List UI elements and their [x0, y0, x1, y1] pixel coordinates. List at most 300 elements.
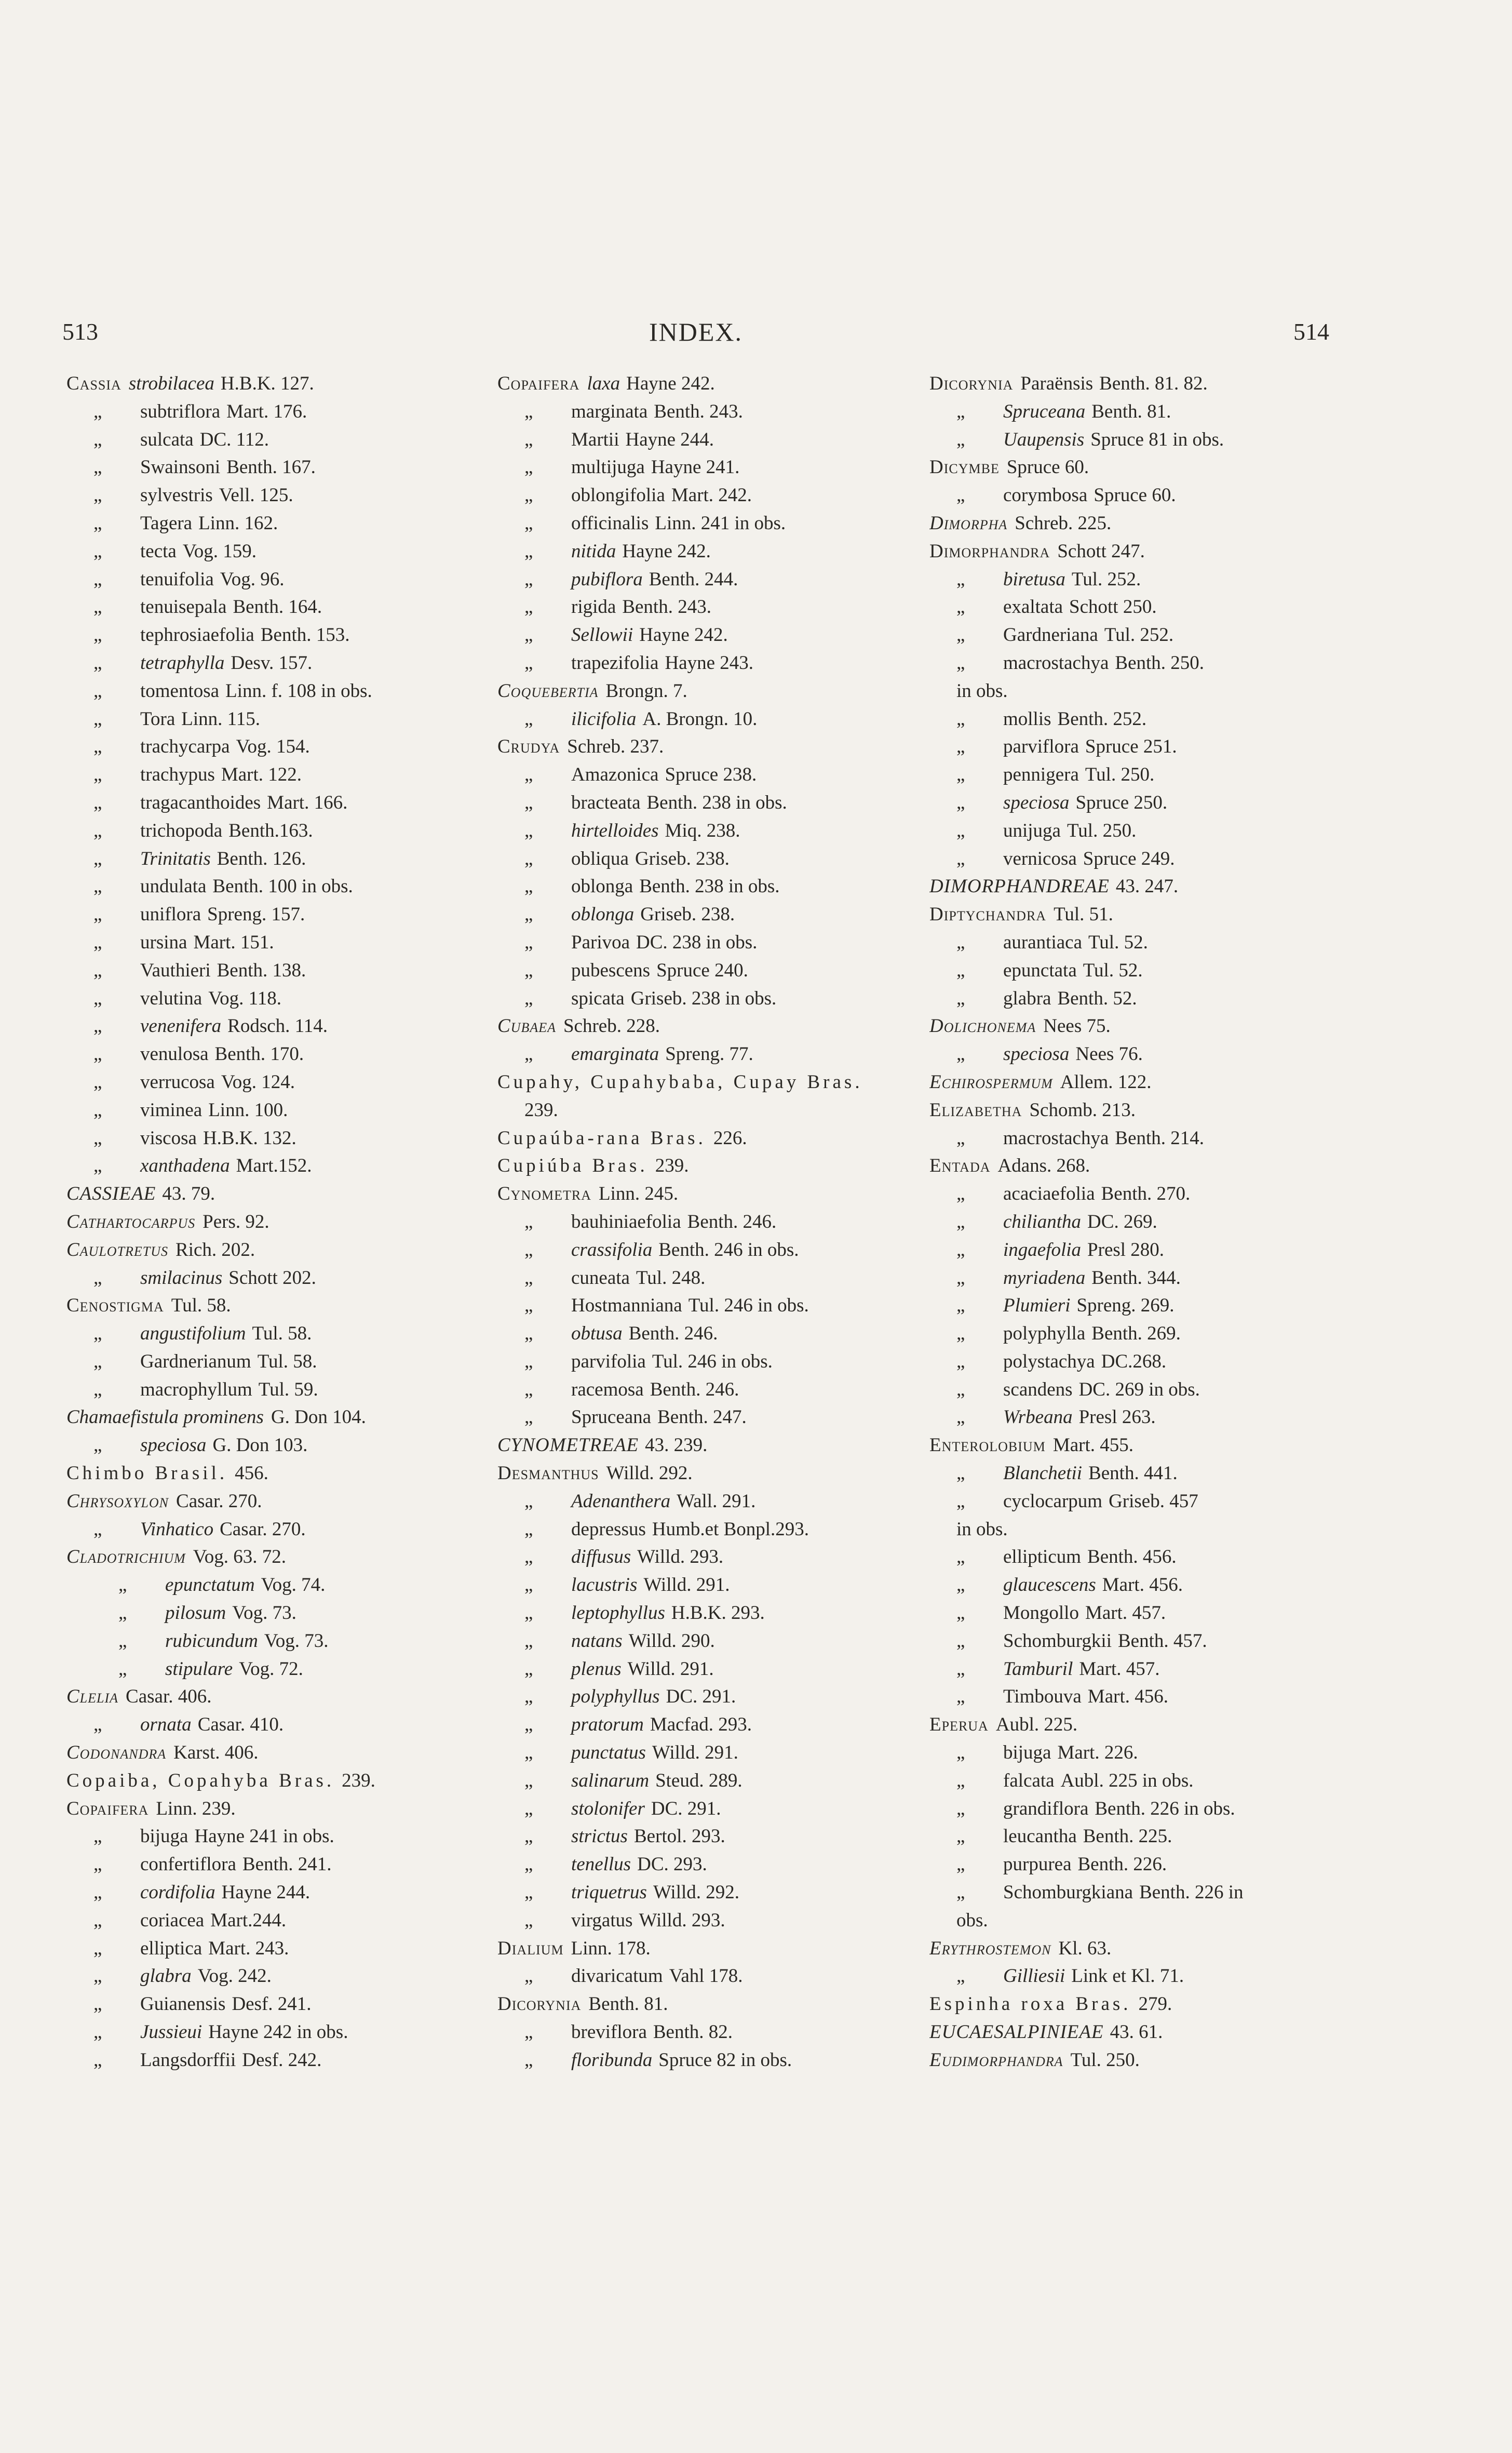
entry-reference: Willd. 291.	[643, 1574, 730, 1596]
index-entry	[929, 817, 1366, 845]
entry-reference: DC. 291.	[666, 1686, 736, 1708]
index-entry	[929, 1459, 1366, 1487]
species-name: polyphyllus	[571, 1686, 660, 1708]
index-entry	[497, 1124, 934, 1152]
index-entry	[497, 2018, 934, 2046]
ditto-mark: „	[93, 1099, 102, 1121]
species-name: pubiflora	[571, 568, 643, 590]
index-entry	[929, 1851, 1366, 1879]
index-entry	[497, 1487, 934, 1516]
entry-reference: Desf. 242.	[242, 2049, 322, 2071]
ditto-mark: „	[93, 652, 102, 674]
index-entry	[66, 2046, 503, 2074]
entry-reference: Mart. 226.	[1057, 1742, 1138, 1764]
entry-reference: Hayne 241 in obs.	[194, 1826, 334, 1847]
index-entry	[929, 901, 1366, 929]
species-name: tenuifolia	[140, 568, 214, 590]
index-entry	[497, 1907, 934, 1935]
ditto-mark: „	[118, 1602, 127, 1624]
entry-reference: Macfad. 293.	[650, 1714, 752, 1736]
index-entry	[66, 1152, 503, 1180]
entry-reference: Benth. 81.	[1091, 400, 1171, 422]
entry-reference: Benth. 344.	[1091, 1267, 1181, 1289]
entry-reference: Spruce 82 in obs.	[658, 2049, 792, 2071]
entry-reference: Nees 75.	[1043, 1015, 1111, 1037]
ditto-mark: „	[93, 596, 102, 618]
ditto-mark: „	[524, 652, 533, 674]
entry-reference: Benth. 81. 82.	[1099, 373, 1208, 394]
species-name: angustifolium	[140, 1323, 246, 1345]
species-name: pubescens	[571, 959, 651, 981]
species-name: venulosa	[140, 1043, 209, 1065]
index-entry	[497, 1711, 934, 1739]
index-entry	[66, 1348, 503, 1376]
species-name: elliptica	[140, 1937, 203, 1959]
ditto-mark: „	[93, 1826, 102, 1847]
index-entry	[66, 1599, 503, 1627]
genus-heading: Entada	[929, 1155, 991, 1177]
index-entry	[497, 1990, 934, 2018]
species-name: obliqua	[571, 848, 629, 869]
entry-reference: Linn. 245.	[599, 1183, 679, 1205]
ditto-mark: „	[956, 1798, 965, 1819]
tribe-heading: CYNOMETREAE	[497, 1435, 639, 1456]
entry-reference: Benth. 456.	[1087, 1546, 1177, 1568]
index-entry	[929, 566, 1366, 594]
index-entry	[66, 1627, 503, 1655]
index-entry	[929, 1320, 1366, 1348]
entry-reference: Spruce 60.	[1094, 485, 1176, 506]
index-entry	[929, 1040, 1366, 1068]
ditto-mark: „	[118, 1574, 127, 1596]
species-name: crassifolia	[571, 1239, 653, 1261]
index-entry	[929, 1292, 1366, 1320]
ditto-mark: „	[956, 596, 965, 618]
index-entry	[929, 1627, 1366, 1655]
index-entry	[497, 453, 934, 481]
index-entry	[497, 426, 934, 454]
index-entry	[929, 2046, 1366, 2074]
ditto-mark: „	[524, 1350, 533, 1372]
index-entry	[497, 593, 934, 621]
entry-reference: Casar. 410.	[197, 1714, 284, 1736]
species-name: oblonga	[571, 876, 633, 897]
ditto-mark: „	[956, 652, 965, 674]
page-title: INDEX.	[649, 317, 743, 346]
entry-reference: Vog. 154.	[236, 736, 310, 758]
species-name: pennigera	[1003, 764, 1079, 786]
genus-heading: Cenostigma	[66, 1295, 164, 1317]
entry-reference: Schomb. 213.	[1029, 1099, 1136, 1121]
index-entry	[497, 1459, 934, 1487]
entry-reference: Benth. 238 in obs.	[646, 792, 787, 813]
index-entry	[929, 1795, 1366, 1823]
index-entry	[497, 1180, 934, 1208]
species-name: stolonifer	[571, 1798, 645, 1819]
entry-reference: Nees 76.	[1075, 1043, 1143, 1065]
ditto-mark: „	[524, 596, 533, 618]
index-entry	[497, 481, 934, 510]
entry-reference: Benth. 246.	[650, 1378, 739, 1400]
ditto-mark: „	[524, 1909, 533, 1931]
ditto-mark: „	[956, 428, 965, 450]
ditto-mark: „	[956, 959, 965, 981]
species-name: Amazonica	[571, 764, 659, 786]
index-entry	[66, 1851, 503, 1879]
ditto-mark: „	[524, 2049, 533, 2071]
ditto-mark: „	[956, 1686, 965, 1708]
species-name: Jussieui	[140, 2021, 203, 2043]
ditto-mark: „	[956, 1546, 965, 1568]
entry-reference: Mart. 455.	[1052, 1435, 1133, 1456]
index-entry	[66, 1040, 503, 1068]
index-entry	[929, 1683, 1366, 1711]
species-name: undulata	[140, 876, 207, 897]
ditto-mark: „	[93, 624, 102, 646]
ditto-mark: „	[956, 931, 965, 953]
ditto-mark: „	[524, 1714, 533, 1736]
ditto-mark: „	[524, 1406, 533, 1428]
entry-reference: Vog. 118.	[208, 987, 282, 1009]
entry-reference: 239.	[342, 1770, 375, 1791]
species-name: speciosa	[140, 1435, 207, 1456]
vernacular-name: Cupahy, Cupahybaba, Cupay Bras.	[497, 1071, 863, 1093]
genus-heading: Dimorpha	[929, 512, 1008, 534]
ditto-mark: „	[524, 1882, 533, 1904]
entry-reference: Benth. 153.	[260, 624, 350, 646]
index-entry	[66, 538, 503, 566]
entry-reference: Brongn. 7.	[605, 680, 687, 702]
entry-continuation: 239.	[524, 1099, 558, 1121]
entry-reference: Willd. 291.	[627, 1658, 714, 1680]
ditto-mark: „	[93, 959, 102, 981]
ditto-mark: „	[956, 1295, 965, 1317]
ditto-mark: „	[956, 1658, 965, 1680]
species-name: polyphylla	[1003, 1323, 1086, 1345]
species-name: pilosum	[165, 1602, 226, 1624]
ditto-mark: „	[93, 1518, 102, 1540]
ditto-mark: „	[956, 1854, 965, 1875]
index-entry	[66, 1739, 503, 1767]
ditto-mark: „	[93, 1378, 102, 1400]
entry-reference: G. Don 103.	[212, 1435, 308, 1456]
species-name: glaucescens	[1003, 1574, 1096, 1596]
index-entry	[929, 510, 1366, 538]
entry-reference: 226.	[713, 1127, 747, 1149]
entry-reference: Benth.163.	[228, 820, 313, 841]
tribe-heading: CASSIEAE	[66, 1183, 156, 1205]
ditto-mark: „	[956, 1826, 965, 1847]
index-entry	[497, 1683, 934, 1711]
ditto-mark: „	[956, 987, 965, 1009]
index-entry	[66, 649, 503, 677]
index-entry	[497, 1152, 934, 1180]
species-name: scandens	[1003, 1378, 1073, 1400]
entry-reference: Casar. 406.	[126, 1686, 212, 1708]
entry-reference: Benth. 82.	[653, 2021, 733, 2043]
index-entry	[66, 1655, 503, 1683]
species-name: venenifera	[140, 1015, 222, 1037]
species-name: tenellus	[571, 1854, 631, 1875]
index-entry	[497, 1348, 934, 1376]
entry-reference: Bertol. 293.	[633, 1826, 725, 1847]
species-name: Sellowii	[571, 624, 633, 646]
index-entry	[66, 1935, 503, 1963]
species-name: Schomburgkiana	[1003, 1882, 1133, 1904]
index-entry	[497, 1516, 934, 1544]
index-entry	[497, 1376, 934, 1404]
index-entry	[497, 621, 934, 649]
entry-reference: Benth. 246.	[687, 1211, 777, 1232]
entry-reference: Benth. 243.	[622, 596, 711, 618]
index-entry	[66, 1180, 503, 1208]
index-entry	[929, 1403, 1366, 1431]
entry-reference: Tul. 246 in obs.	[688, 1295, 809, 1317]
species-name: epunctatum	[165, 1574, 255, 1596]
species-name: ornata	[140, 1714, 192, 1736]
entry-reference: Benth. 244.	[649, 568, 738, 590]
genus-heading: Elizabetha	[929, 1099, 1022, 1121]
index-column-1	[66, 370, 503, 2074]
entry-reference: Spruce 60.	[1006, 457, 1089, 478]
ditto-mark: „	[956, 1127, 965, 1149]
index-entry	[497, 1739, 934, 1767]
index-entry	[929, 1935, 1366, 1963]
index-entry	[497, 1795, 934, 1823]
index-entry	[497, 789, 934, 817]
index-entry	[497, 957, 934, 985]
index-entry	[497, 901, 934, 929]
species-name: ursina	[140, 931, 187, 953]
genus-heading: Eudimorphandra	[929, 2049, 1063, 2071]
entry-reference: Mart.152.	[236, 1155, 312, 1177]
genus-heading: Eperua	[929, 1714, 989, 1736]
ditto-mark: „	[93, 680, 102, 702]
species-name: salinarum	[571, 1770, 650, 1791]
entry-reference: 43. 247.	[1115, 876, 1179, 897]
index-entry	[66, 1096, 503, 1124]
species-name: Hostmanniana	[571, 1295, 682, 1317]
index-entry	[66, 426, 503, 454]
species-name: cyclocarpum	[1003, 1490, 1103, 1512]
ditto-mark: „	[524, 1239, 533, 1261]
genus-heading: Chrysoxylon	[66, 1490, 169, 1512]
entry-reference: Mart. 456.	[1102, 1574, 1183, 1596]
ditto-mark: „	[956, 1742, 965, 1764]
species-name: virgatus	[571, 1909, 633, 1931]
ditto-mark: „	[93, 540, 102, 562]
entry-reference: Mart. 166.	[267, 792, 348, 813]
ditto-mark: „	[524, 1267, 533, 1289]
index-entry	[929, 1236, 1366, 1264]
species-name: Blanchetii	[1003, 1463, 1083, 1484]
species-name: viscosa	[140, 1127, 197, 1149]
entry-reference: Spreng. 77.	[665, 1043, 753, 1065]
ditto-mark: „	[524, 1323, 533, 1345]
index-entry	[497, 1627, 934, 1655]
species-name: Vinhatico	[140, 1518, 214, 1540]
index-entry	[929, 985, 1366, 1013]
ditto-mark: „	[524, 708, 533, 730]
entry-reference: Rich. 202.	[176, 1239, 255, 1261]
index-entry	[66, 1459, 503, 1487]
index-entry	[66, 901, 503, 929]
ditto-mark: „	[524, 428, 533, 450]
entry-reference: Tul. 58.	[252, 1323, 312, 1345]
index-entry	[497, 510, 934, 538]
species-name: strobilacea	[128, 373, 214, 394]
entry-reference: H.B.K. 293.	[671, 1602, 765, 1624]
entry-reference: Mart. 457.	[1085, 1602, 1166, 1624]
entry-reference: Hayne 244.	[221, 1882, 310, 1904]
entry-reference: Benth. 214.	[1115, 1127, 1205, 1149]
ditto-mark: „	[93, 485, 102, 506]
index-entry	[497, 1292, 934, 1320]
entry-reference: Vog. 159.	[182, 540, 257, 562]
species-name: xanthadena	[140, 1155, 230, 1177]
species-name: glabra	[140, 1965, 192, 1987]
entry-reference: Tul. 250.	[1085, 764, 1155, 786]
index-entry	[497, 1236, 934, 1264]
entry-reference: 239.	[655, 1155, 689, 1177]
species-name: Trinitatis	[140, 848, 211, 869]
ditto-mark: „	[93, 1937, 102, 1959]
index-entry	[929, 1711, 1366, 1739]
entry-reference: Willd. 292.	[653, 1882, 739, 1904]
species-name: exaltata	[1003, 596, 1063, 618]
index-entry	[929, 1516, 1366, 1544]
entry-reference: Benth. 126.	[217, 848, 306, 869]
species-name: Martii	[571, 428, 619, 450]
index-entry	[66, 817, 503, 845]
entry-reference: Casar. 270.	[220, 1518, 306, 1540]
genus-heading: Cladotrichium	[66, 1546, 186, 1568]
entry-reference: Benth. 241.	[242, 1854, 332, 1875]
ditto-mark: „	[524, 904, 533, 926]
entry-reference: Casar. 270.	[176, 1490, 262, 1512]
ditto-mark: „	[956, 1770, 965, 1791]
ditto-mark: „	[956, 1378, 965, 1400]
index-entry	[497, 1012, 934, 1040]
species-name: unijuga	[1003, 820, 1061, 841]
entry-reference: H.B.K. 132.	[203, 1127, 296, 1149]
ditto-mark: „	[524, 1770, 533, 1791]
page-header	[62, 314, 1329, 350]
species-name: vernicosa	[1003, 848, 1077, 869]
entry-reference: Vog. 242.	[197, 1965, 272, 1987]
entry-reference: Hayne 243.	[665, 652, 754, 674]
species-name: punctatus	[571, 1742, 646, 1764]
index-entry	[497, 817, 934, 845]
index-entry	[66, 733, 503, 761]
entry-reference: Spreng. 269.	[1076, 1295, 1174, 1317]
ditto-mark: „	[93, 428, 102, 450]
index-entry	[929, 593, 1366, 621]
index-entry	[497, 1320, 934, 1348]
ditto-mark: „	[524, 1574, 533, 1596]
index-entry	[497, 649, 934, 677]
entry-reference: Mart. 242.	[671, 485, 752, 506]
entry-reference: Linn. 239.	[156, 1798, 236, 1819]
species-name: trichopoda	[140, 820, 223, 841]
index-entry	[929, 1348, 1366, 1376]
ditto-mark: „	[93, 1043, 102, 1065]
entry-reference: Wall. 291.	[677, 1490, 756, 1512]
index-entry	[929, 2018, 1366, 2046]
entry-reference: Hayne 241.	[651, 457, 740, 478]
ditto-mark: „	[93, 1909, 102, 1931]
index-entry	[929, 1879, 1366, 1907]
index-entry	[497, 1264, 934, 1292]
genus-heading: Cathartocarpus	[66, 1211, 196, 1232]
index-entry	[929, 621, 1366, 649]
entry-reference: Vog. 96.	[220, 568, 285, 590]
ditto-mark: „	[524, 1686, 533, 1708]
species-name: trachycarpa	[140, 736, 230, 758]
entry-reference: Schott 250.	[1069, 596, 1157, 618]
index-entry	[66, 566, 503, 594]
index-entry	[66, 1571, 503, 1599]
index-entry	[66, 453, 503, 481]
ditto-mark: „	[93, 1323, 102, 1345]
entry-reference: Schott 247.	[1057, 540, 1145, 562]
entry-reference: 43. 239.	[645, 1435, 708, 1456]
entry-reference: Willd. 293.	[637, 1546, 724, 1568]
ditto-mark: „	[93, 708, 102, 730]
species-name: multijuga	[571, 457, 645, 478]
entry-continuation: in obs.	[956, 1518, 1008, 1540]
species-name: Uaupensis	[1003, 428, 1085, 450]
species-name: Tagera	[140, 512, 193, 534]
ditto-mark: „	[956, 624, 965, 646]
entry-reference: Benth. 246 in obs.	[658, 1239, 799, 1261]
index-entry	[929, 1376, 1366, 1404]
index-entry	[66, 1990, 503, 2018]
species-name: leucantha	[1003, 1826, 1077, 1847]
ditto-mark: „	[524, 1798, 533, 1819]
index-entry	[497, 929, 934, 957]
ditto-mark: „	[956, 820, 965, 841]
tribe-heading: DIMORPHANDREAE	[929, 876, 1110, 897]
species-name: confertiflora	[140, 1854, 236, 1875]
entry-reference: Mart. 151.	[193, 931, 274, 953]
ditto-mark: „	[956, 485, 965, 506]
index-entry	[497, 1431, 934, 1459]
species-name: Gardneriana	[1003, 624, 1098, 646]
ditto-mark: „	[93, 1155, 102, 1177]
entry-reference: Vog. 63. 72.	[193, 1546, 286, 1568]
entry-reference: Willd. 292.	[606, 1463, 693, 1484]
ditto-mark: „	[524, 624, 533, 646]
species-name: oblonga	[571, 904, 634, 926]
entry-reference: Benth. 52.	[1057, 987, 1137, 1009]
ditto-mark: „	[956, 568, 965, 590]
genus-heading: Clelia	[66, 1686, 119, 1708]
species-name: velutina	[140, 987, 203, 1009]
ditto-mark: „	[956, 848, 965, 869]
entry-reference: Tul. 250.	[1070, 2049, 1140, 2071]
entry-reference: H.B.K. 127.	[220, 373, 314, 394]
index-entry	[66, 1879, 503, 1907]
index-entry	[929, 1822, 1366, 1851]
index-entry	[66, 677, 503, 705]
ditto-mark: „	[524, 1295, 533, 1317]
vernacular-name: Copaiba, Copahyba Bras.	[66, 1770, 335, 1791]
ditto-mark: „	[956, 1350, 965, 1372]
entry-reference: Benth. 100 in obs.	[212, 876, 353, 897]
index-entry	[929, 1990, 1366, 2018]
species-name: oblongifolia	[571, 485, 665, 506]
